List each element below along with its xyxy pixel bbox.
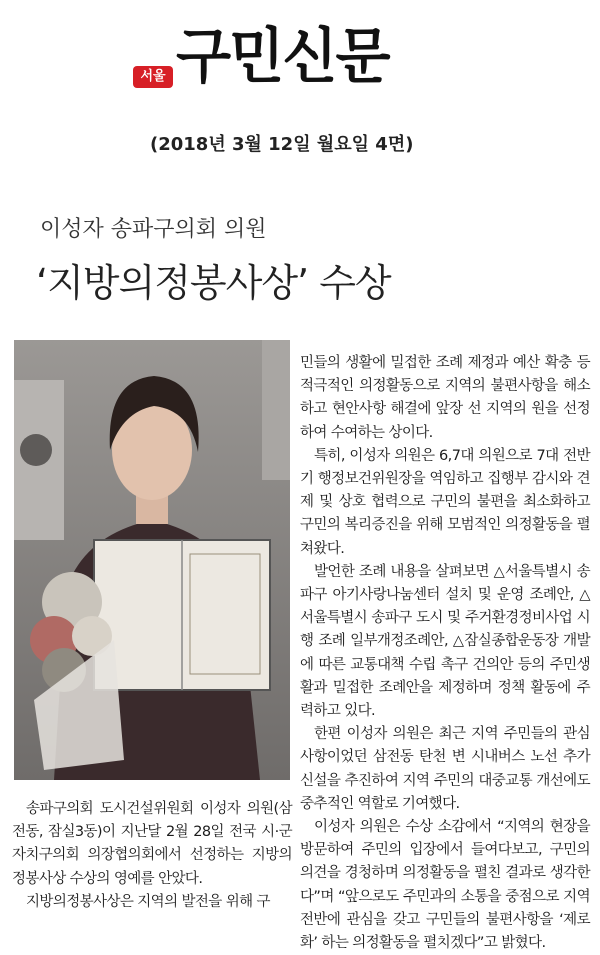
article-paragraph: 이성자 의원은 수상 소감에서 “지역의 현장을 방문하여 주민의 입장에서 들여다보고, 구민의 의견을 경청하며 의정활동을 펼친 결과로 생각한다”며 “앞으로도 주민과의 소통을 중점으로 지역 전반에 관심을 갖고 구민들의 불편사항을 ‘제로화’ 하는 의정활동을 펼치겠다”고 밝혔다. <box>300 819 590 952</box>
article-paragraph: 민들의 생활에 밀접한 조례 제정과 예산 확충 등 적극적인 의정활동으로 지역의 불편사항을 해소하고 현안사항 해결에 앞장 선 지역의 원을 선정하여 수여하는 상이다. <box>300 355 590 441</box>
masthead <box>0 0 600 120</box>
article-subtitle: 이성자 송파구의회 의원 <box>40 217 267 242</box>
article-paragraph: 발언한 조례 내용을 살펴보면 △서울특별시 송파구 아기사랑나눔센터 설치 및 운영 조례안, △서울특별시 송파구 도시 및 주거환경정비사업 시행 조례 일부개정조례안, △잠실종합운동장 개발에 따른 교통대책 수립 촉구 건의안 등의 주민생활과 밀접한 조례안을 제정하며 정책 활동에 주력하고 있다. <box>300 563 590 720</box>
dateline: (2018년 3월 12일 월요일 4면) <box>150 134 414 155</box>
article-paragraph: 한편 이성자 의원은 최근 지역 주민들의 관심사항이었던 삼전동 탄천 변 시내버스 노선 추가 신설을 추진하여 지역 주민의 대중교통 개선에도 중추적인 역할로 기여했다. <box>300 726 590 812</box>
article-body-right <box>300 352 590 955</box>
article-photo <box>14 340 290 780</box>
region-badge: 서울 <box>133 66 173 88</box>
article-body-left <box>12 798 292 914</box>
newspaper-logo: 구민신문 <box>176 22 389 92</box>
article-paragraph: 특히, 이성자 의원은 6,7대 의원으로 7대 전반기 행정보건위원장을 역임하고 집행부 감시와 견제 및 상호 협력으로 구민의 불편을 최소화하고 구민의 복리증진을 위해 모범적인 의정활동을 펼쳐왔다. <box>300 447 590 557</box>
article-paragraph: 송파구의회 도시건설위원회 이성자 의원(삼전동, 잠실3동)이 지난달 2월 28일 전국 시·군자치구의회 의장협의회에서 선정하는 지방의정봉사상 수상의 영예를 안았다. <box>12 801 292 887</box>
article-headline: ‘지방의정봉사상’ 수상 <box>36 261 391 305</box>
article-paragraph: 지방의정봉사상은 지역의 발전을 위해 구 <box>26 893 270 910</box>
